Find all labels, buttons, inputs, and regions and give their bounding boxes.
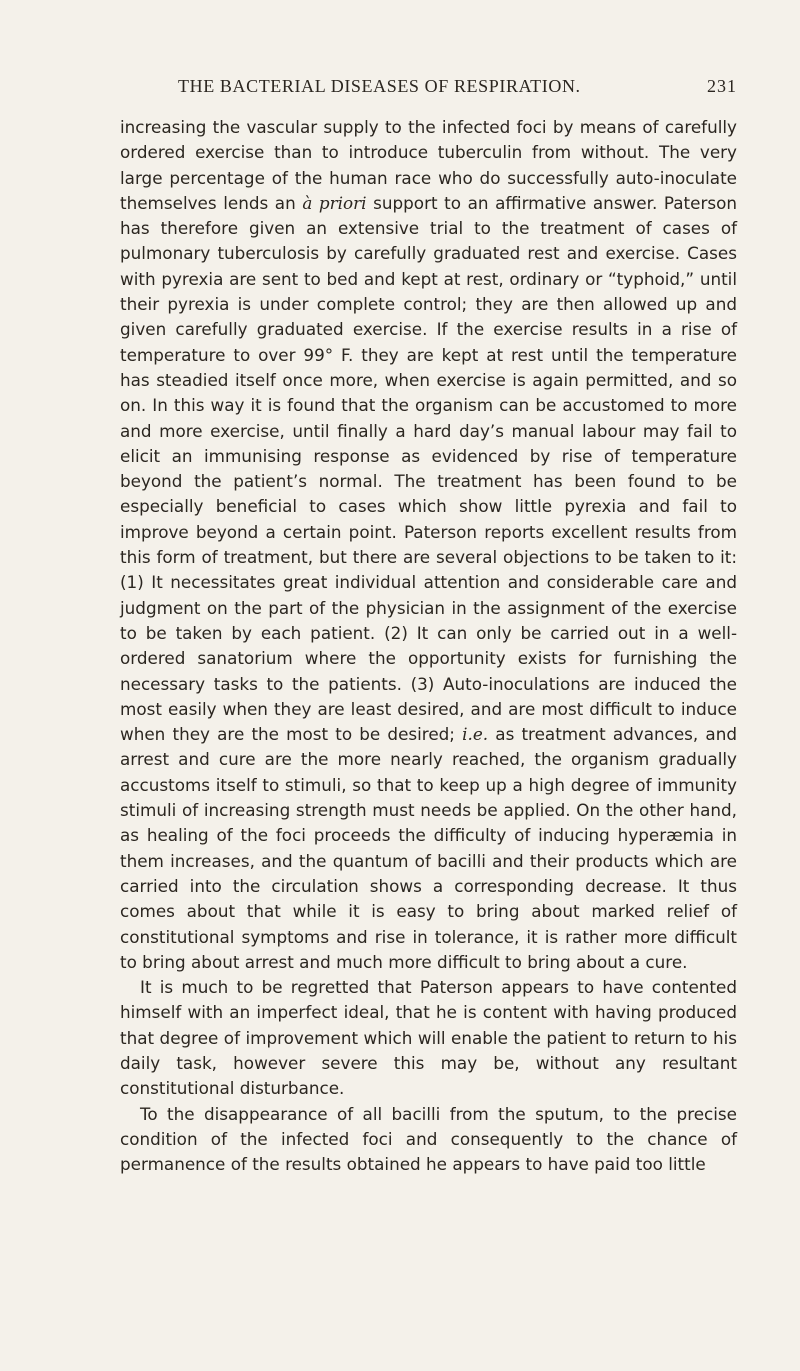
book-page	[120, 70, 737, 1330]
running-head: THE BACTERIAL DISEASES OF RESPIRATION.	[178, 76, 581, 96]
page-header	[120, 70, 737, 106]
paragraph-1	[120, 115, 737, 975]
page-number: 231	[707, 76, 737, 96]
body-text	[120, 115, 737, 1177]
italic-text: i.e.	[462, 724, 489, 745]
paragraph-3	[120, 1102, 737, 1178]
italic-text: à priori	[302, 192, 367, 213]
text-segment: increasing the vascular supply to the infected foci by means of carefully ordered exercise than to introduce tuberculin from without. The very large percentage of the human race who do successfully auto-inoculate themselves lends an	[120, 117, 737, 213]
paragraph-2	[120, 975, 737, 1101]
text-segment: as treatment advances, and arrest and cure are the more nearly reached, the organism gradually accustoms itself to stimuli, so that to keep up a high degree of immunity stimuli of increasing strength must needs be applied. On the other hand, as healing of the foci proceeds the difficulty of inducing hyperæmia in them increases, and the quantum of bacilli and their products which are carried into the circulation shows a corresponding decrease. It thus comes about that while it is easy to bring about marked relief of constitutional symptoms and rise in tolerance, it is rather more difficult to bring about arrest and much more difficult to bring about a cure.	[120, 724, 737, 972]
text-segment: To the disappearance of all bacilli from the sputum, to the precise condition of the infected foci and consequently to the chance of permanence of the results obtained he appears to have paid too little	[120, 1103, 737, 1175]
text-segment: It is much to be regretted that Paterson appears to have contented himself with an imperfect ideal, that he is content with having produced that degree of improvement which will enable the patient to return to his daily task, however severe this may be, without any resultant constitutional disturbance.	[120, 977, 737, 1099]
text-segment: support to an affirmative answer. Paterson has therefore given an extensive trial to the treatment of cases of pulmonary tuberculosis by carefully graduated rest and exercise. Cases with pyrexia are sent to bed and kept at rest, ordinary or “typhoid,” until their pyrexia is under complete control; they are then allowed up and given carefully graduated exercise. If the exercise results in a rise of temperature to over 99° F. they are kept at rest until the temperature has steadied itself once more, when exercise is again permitted, and so on. In this way it is found that the organism can be accustomed to more and more exercise, until finally a hard day’s manual labour may fail to elicit an immunising response as evidenced by rise of temperature beyond the patient’s normal. The treatment has been found to be especially beneficial to cases which show little pyrexia and fail to improve beyond a certain point. Paterson reports excellent results from this form of treatment, but there are several objections to be taken to it: (1) It necessitates great individual attention and considerable care and judgment on the part of the physician in the assignment of the exercise to be taken by each patient. (2) It can only be carried out in a well-ordered sanatorium where the opportunity exists for furnishing the necessary tasks to the patients. (3) Auto-inoculations are induced the most easily when they are least desired, and are most difficult to induce when they are the most to be desired;	[120, 192, 737, 745]
